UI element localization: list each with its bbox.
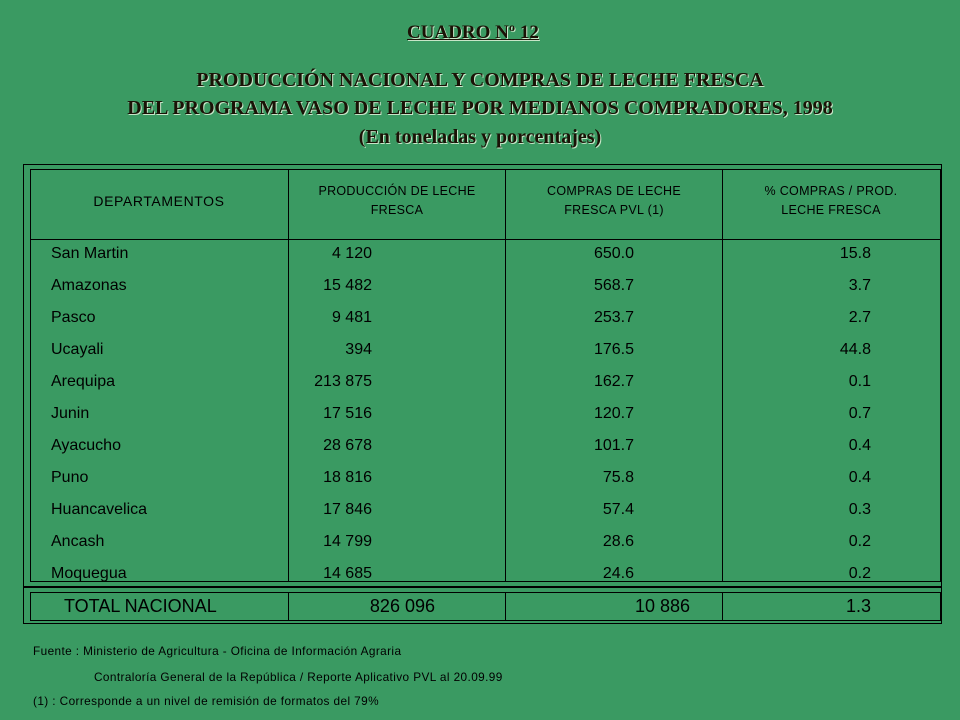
cell-porcentaje: 3.7 (848, 277, 871, 294)
cell-produccion: 14 799 (323, 533, 372, 550)
cell-compras: 101.7 (593, 437, 634, 454)
title-line-3: (En toneladas y porcentajes) (358, 126, 602, 148)
cell-compras: 176.5 (593, 341, 634, 358)
header-produccion-line-2: FRESCA (370, 203, 424, 217)
cell-compras: 253.7 (593, 309, 634, 326)
cell-produccion: 28 678 (323, 437, 372, 454)
header-porcentaje-line-2: LECHE FRESCA (781, 203, 881, 217)
cell-compras: 75.8 (602, 469, 634, 486)
total-produccion: 826 096 (369, 596, 435, 616)
cell-produccion: 17 516 (323, 405, 372, 422)
cell-compras: 57.4 (602, 501, 634, 518)
cell-porcentaje: 0.1 (848, 373, 871, 390)
cell-departamento: Huancavelica (51, 501, 148, 518)
table-row (31, 430, 939, 462)
cell-departamento: Pasco (51, 309, 96, 326)
cell-departamento: Junin (51, 405, 90, 422)
cell-produccion: 15 482 (323, 277, 372, 294)
total-compras: 10 886 (634, 596, 690, 616)
table-number: CUADRO Nº 12 (407, 22, 539, 43)
table-row (31, 238, 939, 270)
table-row (31, 270, 939, 302)
source-note: (1) : Corresponde a un nivel de remisión de formatos del 79% (33, 694, 379, 708)
table-row (31, 366, 939, 398)
cell-porcentaje: 0.3 (848, 501, 871, 518)
header-compras-line-1: COMPRAS DE LECHE (547, 184, 681, 198)
cell-porcentaje: 0.4 (848, 469, 871, 486)
cell-compras: 650.0 (593, 245, 634, 262)
column-divider (288, 592, 289, 621)
cell-departamento: Moquegua (51, 565, 127, 582)
cell-departamento: Ayacucho (51, 437, 121, 454)
cell-porcentaje: 0.4 (848, 437, 871, 454)
title-line-1: PRODUCCIÓN NACIONAL Y COMPRAS DE LECHE FRESCA (196, 69, 764, 91)
cell-departamento: Puno (51, 469, 89, 486)
cell-departamento: San Martin (51, 245, 129, 262)
cell-produccion: 4 120 (331, 245, 372, 262)
cell-departamento: Ancash (51, 533, 105, 550)
table-row (31, 526, 939, 558)
cell-porcentaje: 15.8 (839, 245, 871, 262)
header-departamentos: DEPARTAMENTOS (93, 193, 225, 209)
table-row (31, 558, 939, 590)
cell-porcentaje: 0.2 (848, 565, 871, 582)
header-compras (506, 182, 722, 220)
table-row (31, 398, 939, 430)
source-line-1: Fuente : Ministerio de Agricultura - Oficina de Información Agraria (33, 644, 402, 658)
table-row (31, 494, 939, 526)
cell-produccion: 213 875 (314, 373, 372, 390)
column-divider (505, 592, 506, 621)
cell-porcentaje: 0.7 (848, 405, 871, 422)
cell-porcentaje: 0.2 (848, 533, 871, 550)
header-produccion-line-1: PRODUCCIÓN DE LECHE (318, 184, 476, 198)
cell-compras: 28.6 (602, 533, 634, 550)
total-label: TOTAL NACIONAL (64, 596, 217, 616)
cell-departamento: Amazonas (51, 277, 127, 294)
cell-porcentaje: 44.8 (839, 341, 871, 358)
title-line-2: DEL PROGRAMA VASO DE LECHE POR MEDIANOS COMPRADORES, 1998 (127, 97, 833, 119)
cell-departamento: Ucayali (51, 341, 104, 358)
cell-produccion: 9 481 (331, 309, 372, 326)
column-divider (722, 592, 723, 621)
cell-departamento: Arequipa (51, 373, 116, 390)
header-porcentaje-line-1: % COMPRAS / PROD. (764, 184, 898, 198)
cell-produccion: 14 685 (323, 565, 372, 582)
header-produccion (289, 182, 505, 220)
header-compras-line-2: FRESCA PVL (1) (564, 203, 664, 217)
cell-porcentaje: 2.7 (848, 309, 871, 326)
header-porcentaje (723, 182, 939, 220)
total-porcentaje: 1.3 (845, 596, 871, 616)
table-row (31, 302, 939, 334)
cell-produccion: 394 (345, 341, 372, 358)
cell-produccion: 18 816 (323, 469, 372, 486)
cell-compras: 162.7 (593, 373, 634, 390)
cell-compras: 568.7 (593, 277, 634, 294)
source-line-2: Contraloría General de la República / Reporte Aplicativo PVL al 20.09.99 (94, 670, 503, 684)
cell-compras: 24.6 (602, 565, 634, 582)
cell-compras: 120.7 (593, 405, 634, 422)
table-row (31, 334, 939, 366)
cell-produccion: 17 846 (323, 501, 372, 518)
table-row (31, 462, 939, 494)
